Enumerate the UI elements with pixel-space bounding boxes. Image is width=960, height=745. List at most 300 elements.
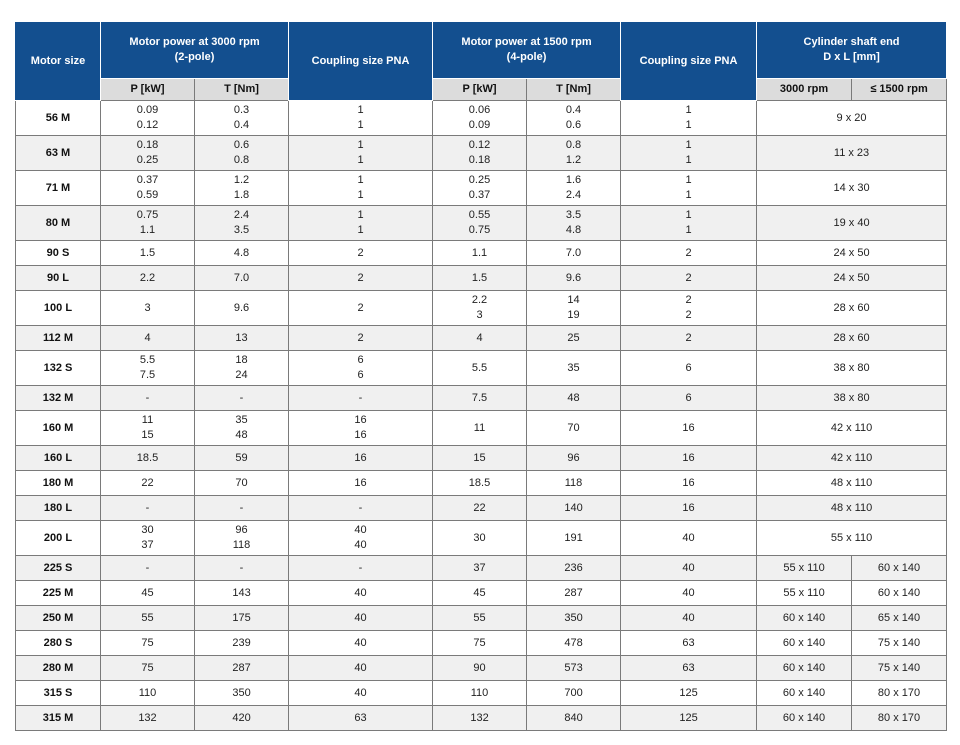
cell-torque-nm-2pole [195,656,289,681]
cell-value-line: 70 [567,421,580,434]
cell-coupling-2pole [289,606,433,631]
cell-power-kw-4pole [433,206,527,241]
cell-power-kw-4pole [433,266,527,291]
cell-value-line: 16 [354,451,367,464]
cell-value-line: 6 [357,354,364,366]
header-power-3000-title: Motor power at 3000 rpm [129,36,260,48]
cell-power-kw-2pole [101,496,195,521]
cell-motor-size: 280 S [16,631,101,656]
cell-torque-nm-2pole [195,266,289,291]
cell-coupling-2pole [289,266,433,291]
cell-value-line: 0.09 [468,119,491,131]
cell-value-line: 1 [685,174,692,186]
cell-value-line: 1.2 [565,154,582,166]
cell-motor-size: 180 M [16,471,101,496]
cell-shaft-end: 38 x 80 [757,351,947,386]
cell-value-line: 143 [232,586,251,599]
table-row [16,351,947,386]
cell-coupling-4pole [621,291,757,326]
cell-power-kw-4pole [433,446,527,471]
cell-torque-nm-2pole [195,581,289,606]
cell-power-kw-2pole [101,266,195,291]
cell-power-kw-4pole [433,171,527,206]
cell-coupling-4pole [621,556,757,581]
cell-value-line: 11 [141,414,154,426]
cell-value-line: 4 [476,331,483,344]
header-t-nm-2pole: T [Nm] [195,79,289,101]
cell-value-line: 24 [235,369,248,381]
cell-value-line: 48 [567,391,580,404]
cell-coupling-2pole [289,681,433,706]
table-row [16,606,947,631]
cell-power-kw-2pole [101,471,195,496]
cell-value-line: 0.8 [233,154,250,166]
cell-value-line: - [358,561,363,574]
cell-value-line: 18.5 [136,451,159,464]
cell-shaft-end: 42 x 110 [757,446,947,471]
cell-motor-size: 315 M [16,706,101,731]
cell-motor-size: 160 L [16,446,101,471]
cell-value-line: 7.0 [233,271,250,284]
cell-torque-nm-4pole [527,171,621,206]
cell-value-line: 5.5 [471,361,488,374]
cell-power-kw-2pole [101,101,195,136]
cell-shaft-end-3000: 60 x 140 [757,706,852,731]
cell-value-line: 15 [141,429,154,441]
cell-value-line: 125 [679,711,698,724]
cell-power-kw-2pole [101,386,195,411]
cell-shaft-end: 19 x 40 [757,206,947,241]
cell-value-line: 40 [682,586,695,599]
cell-value-line: 2 [685,271,692,284]
cell-value-line: 700 [564,686,583,699]
cell-value-line: 22 [141,476,154,489]
cell-value-line: 125 [679,686,698,699]
cell-shaft-end-1500: 65 x 140 [852,606,947,631]
cell-value-line: 16 [682,421,695,434]
cell-value-line: 40 [682,531,695,544]
cell-value-line: 16 [682,476,695,489]
cell-coupling-4pole [621,496,757,521]
cell-value-line: 1 [357,139,364,151]
cell-value-line: 0.55 [468,209,491,221]
cell-motor-size: 80 M [16,206,101,241]
header-motor-size: Motor size [16,22,101,101]
header-power-1500 [433,22,621,79]
cell-value-line: 7.5 [139,369,156,381]
cell-power-kw-2pole [101,291,195,326]
header-coupling-1500: Coupling size PNA [621,22,757,101]
cell-motor-size: 112 M [16,326,101,351]
cell-value-line: 40 [354,636,367,649]
cell-torque-nm-4pole [527,386,621,411]
table-row [16,386,947,411]
cell-power-kw-2pole [101,411,195,446]
cell-value-line: 573 [564,661,583,674]
cell-coupling-2pole [289,351,433,386]
header-power-3000-sub: (2-pole) [174,51,215,63]
table-row [16,496,947,521]
cell-value-line: 0.4 [233,119,250,131]
header-p-kw-4pole: P [kW] [433,79,527,101]
cell-power-kw-2pole [101,581,195,606]
table-body [16,101,947,731]
cell-value-line: 55 [473,611,486,624]
cell-value-line: 2 [685,294,692,306]
cell-power-kw-2pole [101,171,195,206]
cell-value-line: 16 [354,414,367,426]
cell-value-line: 3 [476,309,483,321]
cell-value-line: 70 [235,476,248,489]
header-shaft-end [757,22,947,79]
cell-torque-nm-4pole [527,266,621,291]
cell-value-line: 0.18 [468,154,491,166]
motor-coupling-table-container [15,21,946,731]
cell-value-line: 1 [685,224,692,236]
cell-torque-nm-4pole [527,606,621,631]
cell-power-kw-2pole [101,136,195,171]
cell-coupling-2pole [289,656,433,681]
table-row [16,326,947,351]
cell-torque-nm-2pole [195,386,289,411]
cell-value-line: 16 [682,451,695,464]
cell-value-line: 1 [357,174,364,186]
cell-shaft-end: 24 x 50 [757,241,947,266]
cell-value-line: 13 [235,331,248,344]
cell-value-line: 6 [685,391,692,404]
motor-coupling-table [15,21,947,731]
header-power-3000 [101,22,289,79]
cell-coupling-4pole [621,606,757,631]
cell-value-line: 15 [473,451,486,464]
cell-shaft-end-1500: 75 x 140 [852,631,947,656]
cell-coupling-2pole [289,171,433,206]
cell-value-line: 96 [235,524,248,536]
cell-value-line: 1 [685,139,692,151]
cell-power-kw-2pole [101,446,195,471]
cell-value-line: 37 [473,561,486,574]
cell-torque-nm-4pole [527,581,621,606]
cell-value-line: 90 [473,661,486,674]
cell-value-line: 287 [564,586,583,599]
table-row [16,101,947,136]
cell-shaft-end: 11 x 23 [757,136,947,171]
cell-torque-nm-4pole [527,681,621,706]
cell-value-line: 0.4 [565,104,582,116]
cell-motor-size: 160 M [16,411,101,446]
cell-value-line: 110 [470,686,489,699]
cell-value-line: 2 [685,309,692,321]
cell-power-kw-4pole [433,411,527,446]
cell-value-line: 40 [354,586,367,599]
cell-value-line: 40 [354,686,367,699]
cell-torque-nm-2pole [195,496,289,521]
cell-value-line: 96 [567,451,580,464]
cell-power-kw-4pole [433,656,527,681]
cell-torque-nm-4pole [527,706,621,731]
cell-power-kw-2pole [101,521,195,556]
cell-value-line: 1 [685,154,692,166]
table-row [16,411,947,446]
cell-value-line: 9.6 [233,301,250,314]
cell-coupling-4pole [621,446,757,471]
cell-torque-nm-4pole [527,136,621,171]
cell-motor-size: 315 S [16,681,101,706]
cell-value-line: 2 [685,246,692,259]
cell-power-kw-2pole [101,326,195,351]
cell-value-line: - [239,561,244,574]
cell-value-line: 239 [232,636,251,649]
cell-value-line: 0.25 [468,174,491,186]
cell-value-line: 4.8 [233,246,250,259]
cell-value-line: 0.75 [468,224,491,236]
cell-power-kw-2pole [101,706,195,731]
cell-shaft-end-1500: 75 x 140 [852,656,947,681]
cell-torque-nm-2pole [195,326,289,351]
cell-value-line: - [239,391,244,404]
cell-torque-nm-2pole [195,681,289,706]
cell-motor-size: 90 L [16,266,101,291]
cell-value-line: 0.3 [233,104,250,116]
cell-coupling-4pole [621,681,757,706]
header-p-kw-2pole: P [kW] [101,79,195,101]
cell-torque-nm-4pole [527,446,621,471]
table-row [16,656,947,681]
cell-value-line: 0.37 [136,174,159,186]
cell-value-line: 2.2 [471,294,488,306]
cell-value-line: 4 [144,331,151,344]
cell-value-line: 1 [357,119,364,131]
cell-power-kw-2pole [101,351,195,386]
cell-value-line: 0.59 [136,189,159,201]
cell-value-line: 45 [473,586,486,599]
cell-value-line: 1 [357,209,364,221]
cell-power-kw-4pole [433,706,527,731]
cell-torque-nm-2pole [195,446,289,471]
cell-value-line: 30 [141,524,154,536]
cell-value-line: 63 [354,711,367,724]
cell-torque-nm-2pole [195,471,289,496]
cell-value-line: 3.5 [565,209,582,221]
cell-value-line: 16 [682,501,695,514]
table-row [16,241,947,266]
cell-power-kw-4pole [433,291,527,326]
cell-value-line: 1 [685,189,692,201]
cell-coupling-2pole [289,326,433,351]
header-power-1500-title: Motor power at 1500 rpm [461,36,592,48]
table-row [16,171,947,206]
cell-motor-size: 132 S [16,351,101,386]
cell-value-line: 191 [564,531,583,544]
cell-coupling-2pole [289,556,433,581]
cell-value-line: 0.37 [468,189,491,201]
table-row [16,266,947,291]
cell-power-kw-2pole [101,656,195,681]
cell-value-line: 35 [235,414,248,426]
cell-power-kw-4pole [433,136,527,171]
cell-coupling-2pole [289,581,433,606]
cell-coupling-4pole [621,386,757,411]
cell-value-line: 0.6 [233,139,250,151]
cell-value-line: 0.8 [565,139,582,151]
cell-shaft-end: 48 x 110 [757,496,947,521]
cell-coupling-4pole [621,631,757,656]
cell-motor-size: 180 L [16,496,101,521]
cell-coupling-2pole [289,411,433,446]
cell-power-kw-4pole [433,631,527,656]
cell-value-line: 236 [564,561,583,574]
cell-value-line: 2 [685,331,692,344]
cell-torque-nm-2pole [195,521,289,556]
table-row [16,136,947,171]
cell-motor-size: 56 M [16,101,101,136]
cell-value-line: - [239,501,244,514]
cell-torque-nm-4pole [527,656,621,681]
cell-power-kw-4pole [433,681,527,706]
cell-value-line: - [358,391,363,404]
cell-value-line: 350 [232,686,251,699]
cell-motor-size: 280 M [16,656,101,681]
header-power-1500-sub: (4-pole) [506,51,547,63]
cell-value-line: 48 [235,429,248,441]
cell-coupling-4pole [621,706,757,731]
cell-shaft-end-3000: 60 x 140 [757,631,852,656]
cell-torque-nm-4pole [527,411,621,446]
cell-motor-size: 90 S [16,241,101,266]
cell-value-line: 63 [682,661,695,674]
cell-torque-nm-4pole [527,496,621,521]
cell-value-line: 350 [564,611,583,624]
cell-torque-nm-4pole [527,521,621,556]
header-rpm-3000: 3000 rpm [757,79,852,101]
cell-value-line: 2 [357,331,364,344]
cell-value-line: 0.12 [136,119,159,131]
cell-value-line: 3.5 [233,224,250,236]
cell-value-line: 0.25 [136,154,159,166]
cell-value-line: 132 [138,711,157,724]
cell-coupling-4pole [621,136,757,171]
cell-shaft-end-1500: 60 x 140 [852,556,947,581]
cell-coupling-4pole [621,241,757,266]
header-shaft-title: Cylinder shaft end [803,36,900,48]
cell-power-kw-4pole [433,556,527,581]
cell-value-line: 35 [567,361,580,374]
cell-coupling-4pole [621,206,757,241]
cell-power-kw-4pole [433,471,527,496]
cell-value-line: 0.06 [468,104,491,116]
cell-value-line: 22 [473,501,486,514]
cell-coupling-2pole [289,241,433,266]
cell-torque-nm-4pole [527,101,621,136]
cell-power-kw-4pole [433,101,527,136]
cell-shaft-end-3000: 60 x 140 [757,606,852,631]
cell-value-line: 0.75 [136,209,159,221]
cell-value-line: 2 [357,271,364,284]
cell-value-line: 55 [141,611,154,624]
cell-power-kw-4pole [433,241,527,266]
cell-coupling-2pole [289,386,433,411]
cell-coupling-2pole [289,631,433,656]
cell-value-line: 1 [357,224,364,236]
cell-value-line: 1 [685,209,692,221]
cell-value-line: 2 [357,246,364,259]
cell-power-kw-4pole [433,521,527,556]
cell-torque-nm-4pole [527,291,621,326]
cell-power-kw-4pole [433,606,527,631]
cell-value-line: 45 [141,586,154,599]
cell-value-line: 1 [357,154,364,166]
cell-value-line: 9.6 [565,271,582,284]
cell-value-line: 0.12 [468,139,491,151]
cell-torque-nm-4pole [527,556,621,581]
cell-value-line: - [145,501,150,514]
cell-coupling-2pole [289,521,433,556]
cell-coupling-2pole [289,206,433,241]
cell-shaft-end: 28 x 60 [757,291,947,326]
cell-power-kw-2pole [101,631,195,656]
cell-torque-nm-4pole [527,206,621,241]
cell-coupling-2pole [289,101,433,136]
cell-torque-nm-2pole [195,351,289,386]
cell-coupling-2pole [289,471,433,496]
cell-shaft-end-1500: 80 x 170 [852,706,947,731]
cell-coupling-4pole [621,656,757,681]
cell-shaft-end-3000: 55 x 110 [757,581,852,606]
cell-shaft-end: 14 x 30 [757,171,947,206]
cell-coupling-4pole [621,351,757,386]
cell-value-line: 118 [564,476,583,489]
cell-value-line: 59 [235,451,248,464]
cell-coupling-4pole [621,581,757,606]
cell-coupling-4pole [621,171,757,206]
cell-value-line: 840 [564,711,583,724]
cell-shaft-end-1500: 80 x 170 [852,681,947,706]
cell-torque-nm-2pole [195,631,289,656]
cell-coupling-4pole [621,326,757,351]
cell-coupling-2pole [289,291,433,326]
cell-value-line: 75 [141,636,154,649]
cell-value-line: 140 [564,501,583,514]
cell-power-kw-4pole [433,386,527,411]
cell-shaft-end: 9 x 20 [757,101,947,136]
cell-value-line: 1.1 [471,246,488,259]
cell-shaft-end-1500: 60 x 140 [852,581,947,606]
cell-value-line: 7.0 [565,246,582,259]
cell-value-line: 1 [685,104,692,116]
cell-value-line: 287 [232,661,251,674]
cell-value-line: 40 [682,561,695,574]
cell-power-kw-2pole [101,606,195,631]
cell-torque-nm-2pole [195,241,289,266]
header-rpm-1500: ≤ 1500 rpm [852,79,947,101]
cell-torque-nm-2pole [195,606,289,631]
table-row [16,206,947,241]
cell-value-line: 1 [357,104,364,116]
cell-torque-nm-2pole [195,706,289,731]
cell-power-kw-2pole [101,556,195,581]
cell-value-line: 110 [138,686,157,699]
cell-shaft-end-3000: 60 x 140 [757,656,852,681]
table-row [16,291,947,326]
cell-motor-size: 225 S [16,556,101,581]
cell-coupling-4pole [621,411,757,446]
cell-shaft-end: 42 x 110 [757,411,947,446]
cell-value-line: 118 [232,539,251,551]
cell-value-line: 40 [354,524,367,536]
cell-value-line: 0.09 [136,104,159,116]
header-t-nm-4pole: T [Nm] [527,79,621,101]
cell-coupling-4pole [621,521,757,556]
